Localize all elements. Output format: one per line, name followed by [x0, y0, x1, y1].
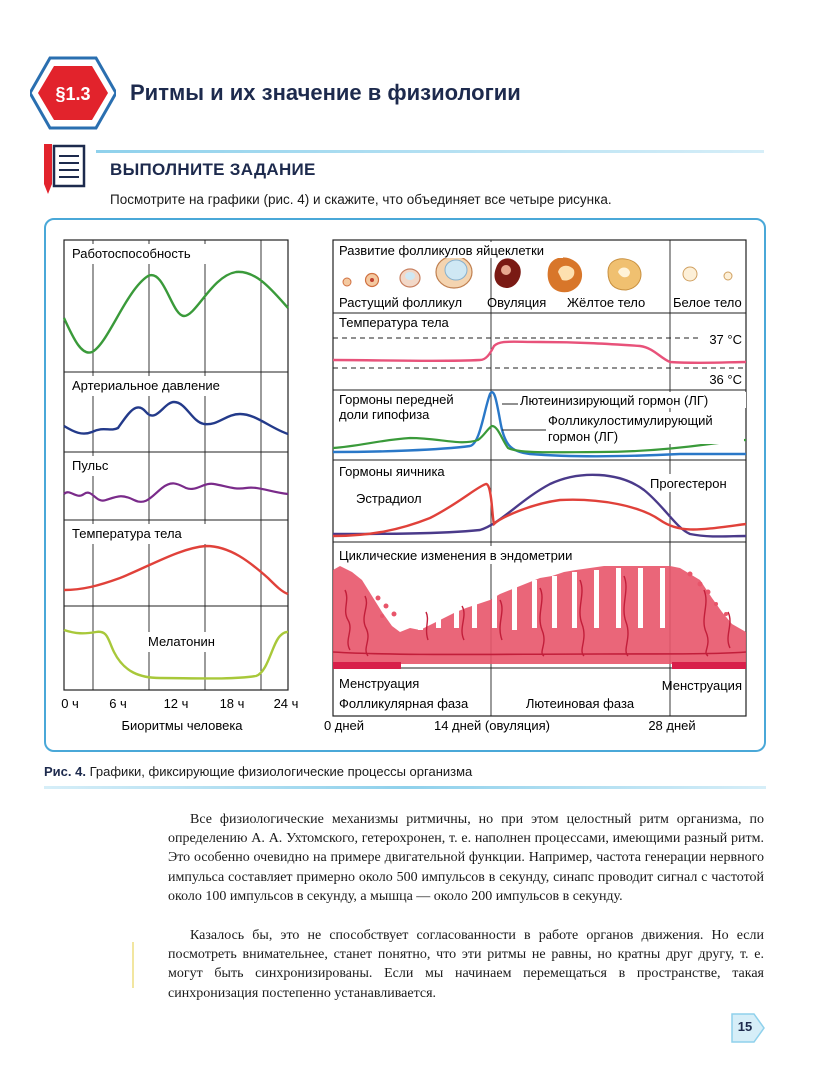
body-paragraph-1: [168, 810, 764, 906]
left-axis-title: Биоритмы человека: [121, 718, 243, 733]
left-label-pulse: Пульс: [72, 458, 109, 473]
luteal-phase: Лютеиновая фаза: [525, 696, 635, 711]
page-number-badge: [728, 1012, 768, 1044]
left-label-melatonin: Мелатонин: [148, 634, 215, 649]
ovary-title: Гормоны яичника: [339, 464, 445, 479]
left-tick-0: 0 ч: [61, 696, 79, 711]
left-panel: [61, 240, 298, 733]
curve-temperature: [64, 546, 288, 594]
stage-white-body: Белое тело: [673, 295, 742, 310]
left-tick-24: 24 ч: [273, 696, 299, 711]
temp-36-label: 36 °С: [709, 372, 742, 387]
figure-caption: [44, 764, 472, 779]
stage-ovulation: Овуляция: [487, 295, 547, 310]
fsh-label-1: Фолликулостимулирующий: [548, 413, 713, 428]
left-tick-18: 18 ч: [219, 696, 245, 711]
lh-label: Лютеинизирующий гормон (ЛГ): [520, 393, 709, 408]
curve-performance: [64, 272, 288, 353]
left-label-temperature: Температура тела: [72, 526, 182, 541]
right-panel: [324, 240, 746, 733]
left-label-performance: Работоспособность: [72, 246, 191, 261]
follicles-title: Развитие фолликулов яйцеклетки: [339, 243, 545, 258]
estradiol-label: Эстрадиол: [356, 491, 422, 506]
stage-yellow-body: Жёлтое тело: [567, 295, 646, 310]
follicle-stages: [343, 256, 732, 292]
caption-divider: [44, 786, 766, 789]
follicular-phase: Фолликулярная фаза: [339, 696, 469, 711]
pituitary-title-2: доли гипофиза: [339, 407, 430, 422]
task-text: Посмотрите на графики (рис. 4) и скажите, что объединяет все четыре рисунка.: [110, 192, 612, 207]
body-paragraph-2: [168, 926, 764, 1003]
curve-blood-pressure: [64, 402, 288, 434]
left-tick-12: 12 ч: [163, 696, 189, 711]
caption-text: Графики, фиксирующие физиологические процессы организма: [89, 764, 473, 779]
curve-cycle-temperature: [333, 342, 746, 363]
endometrium-title: Циклические изменения в эндометрии: [339, 548, 573, 563]
fsh-label-2: гормон (ЛГ): [548, 429, 619, 444]
section-title: Ритмы и их значение в физиологии: [130, 80, 521, 105]
menstruation-left: Менструация: [339, 676, 420, 691]
pituitary-title-1: Гормоны передней: [339, 392, 454, 407]
right-tick-28: 28 дней: [648, 718, 696, 733]
menstruation-right: Менструация: [661, 678, 742, 693]
section-number: §1.3: [55, 84, 91, 104]
task-title: ВЫПОЛНИТЕ ЗАДАНИЕ: [110, 160, 316, 179]
right-tick-14: 14 дней (овуляция): [433, 718, 551, 733]
progesterone-label: Прогестерон: [650, 476, 727, 491]
temperature-title: Температура тела: [339, 315, 449, 330]
margin-line: [132, 942, 134, 988]
stage-growing: Растущий фолликул: [339, 295, 463, 310]
curve-pulse: [64, 483, 288, 501]
caption-label: Рис. 4.: [44, 764, 86, 779]
left-tick-6: 6 ч: [109, 696, 127, 711]
right-tick-0: 0 дней: [323, 718, 365, 733]
left-label-blood-pressure: Артериальное давление: [72, 378, 220, 393]
page-number: 15: [737, 1019, 753, 1034]
paragraph-2-text: Казалось бы, это не способствует согласованности в работе органов движения. Но если посмотреть внимательнее, станет понятно, что эти ритмы не равны, но кратны друг другу, т. е. могут быть синхронизированы. Если мы начинаем перемещаться в пространстве, такая синхронизация постепенно устанавливается.: [168, 928, 764, 1001]
temp-37-label: 37 °С: [709, 332, 742, 347]
paragraph-1-text: Все физиологические механизмы ритмичны, но при этом целостный ритм организма, по определению А. А. Ухтомского, гетерохронен, т. е. наполнен процессами, имеющими разный ритм. Это особенно очевидно на примере двигательной функции. Например, частота генерации нервного импульса составляет примерно около 500 импульсов в секунду, синапс проводит сигнал с частотой около 100 импульсов в секунду, а мышца — около 200 импульсов в секунду.: [168, 812, 764, 904]
endometrium-illustration: [333, 566, 746, 669]
